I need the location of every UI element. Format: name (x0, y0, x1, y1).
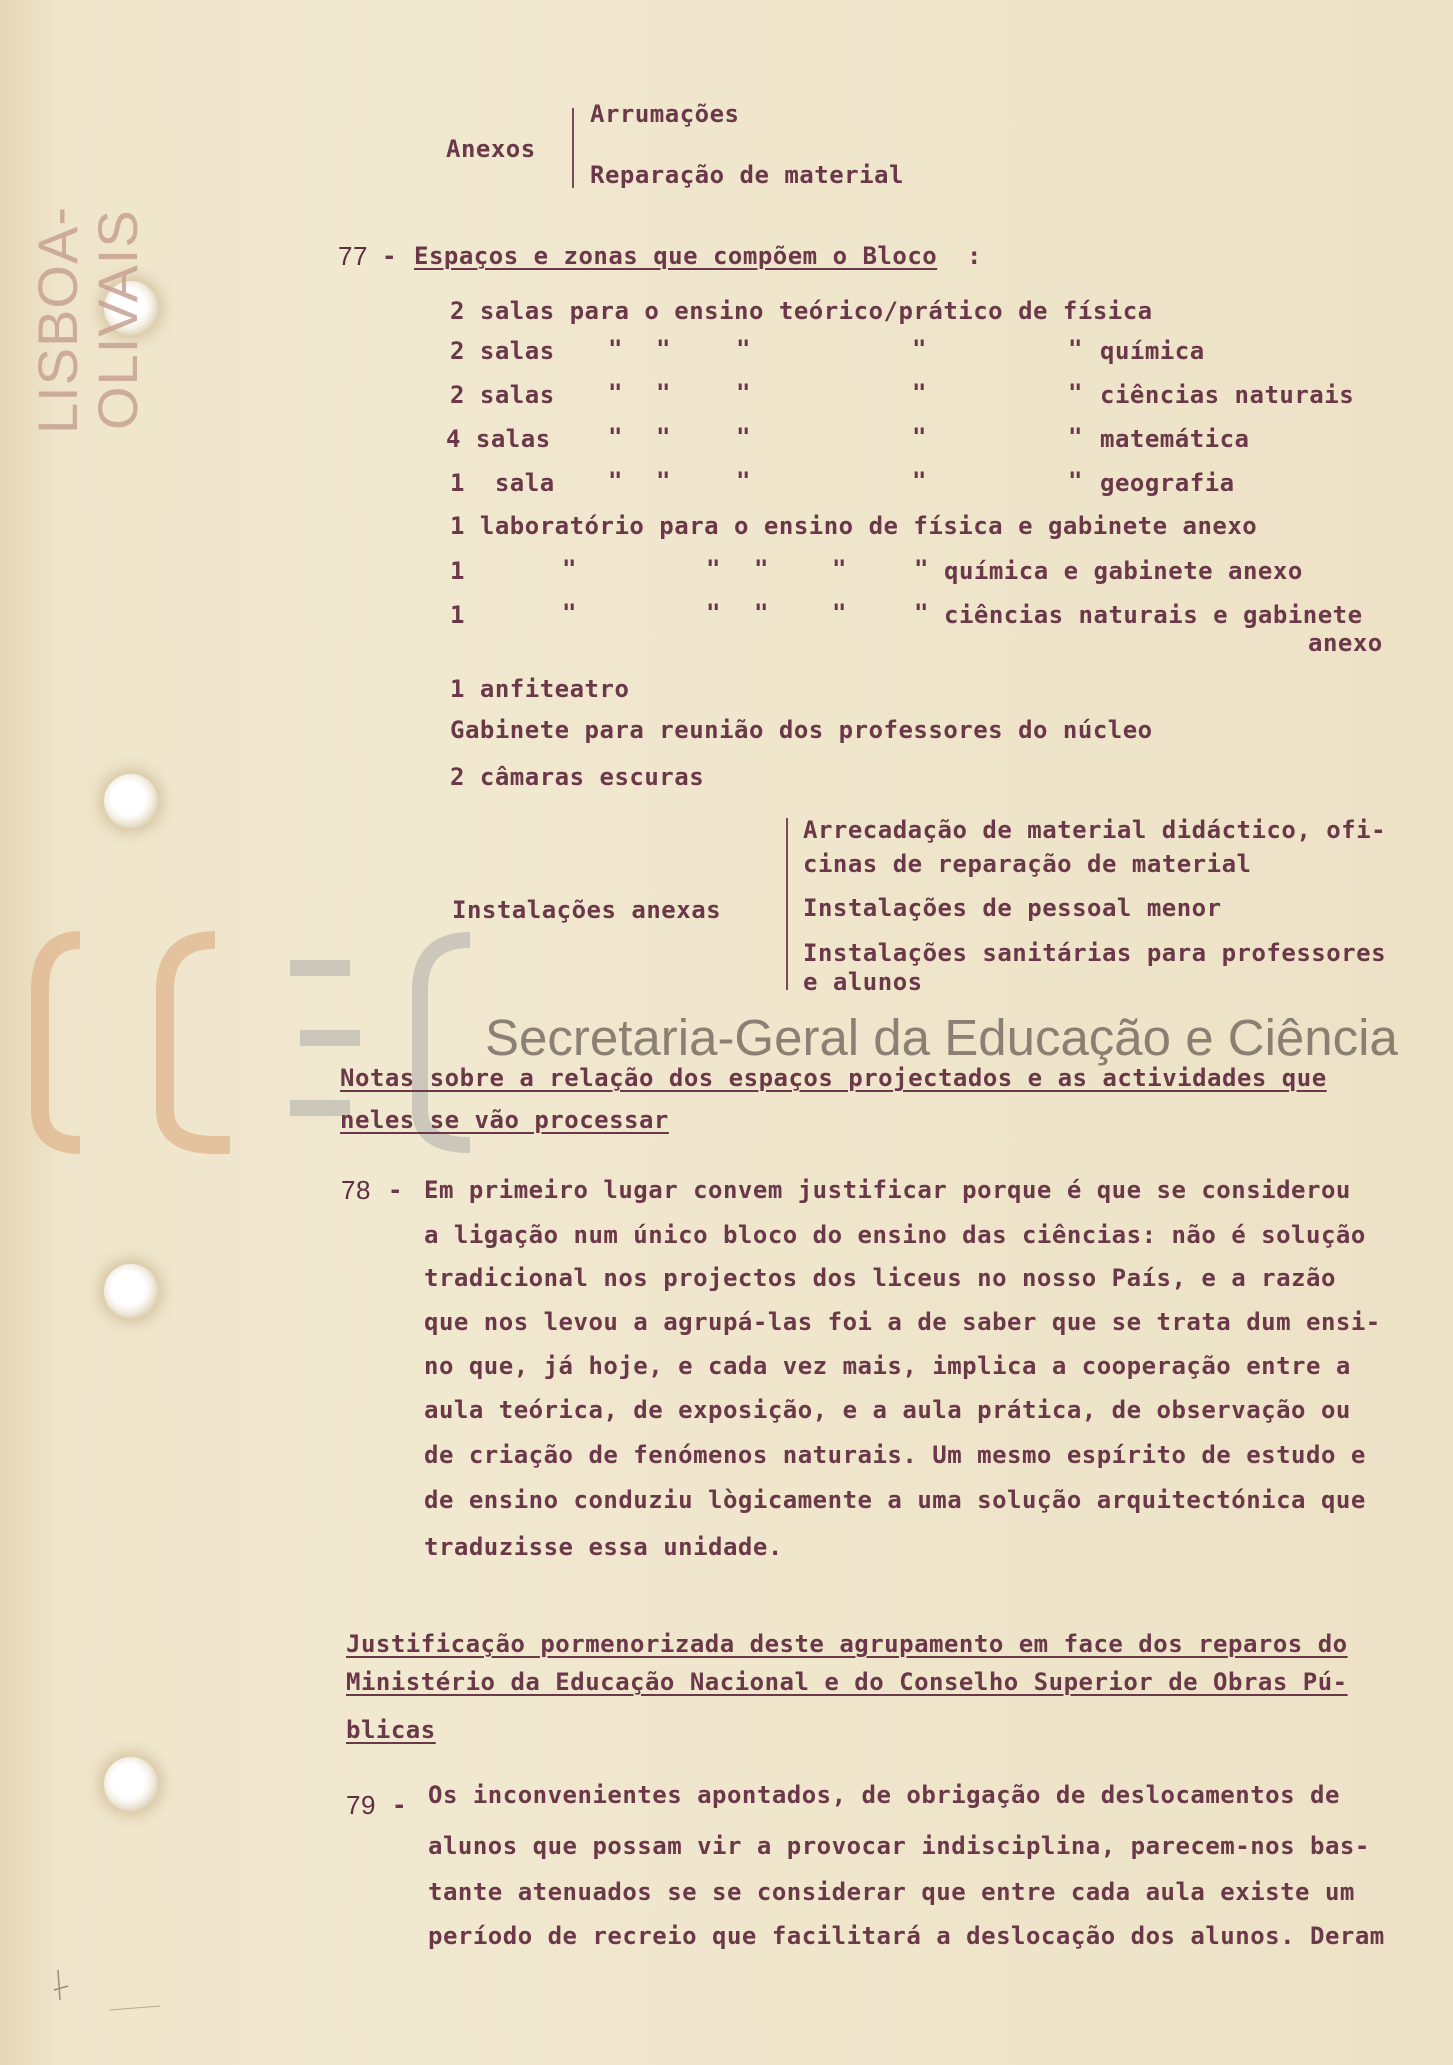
ditto-mark: " (912, 423, 927, 451)
annexes-item: Reparação de material (590, 161, 904, 189)
section-heading: Espaços e zonas que compõem o Bloco (414, 242, 938, 270)
ditto-mark: " (562, 555, 577, 583)
space-line: 1 anfiteatro (450, 675, 630, 703)
subject-name: matemática (1100, 425, 1250, 453)
ditto-mark: " (656, 335, 671, 363)
space-line: 1 laboratório para o ensino de física e gabinete anexo (450, 512, 1258, 540)
ditto-mark: " (1068, 335, 1083, 363)
space-line: 2 salas (450, 381, 555, 409)
subject-name: ciências naturais (1100, 381, 1355, 409)
dash: - (388, 1176, 403, 1204)
dash: - (392, 1791, 407, 1819)
ditto-mark: " (912, 467, 927, 495)
watermark-text: Secretaria-Geral da Educação e Ciência (485, 1009, 1398, 1066)
paragraph-line: traduzisse essa unidade. (424, 1533, 783, 1561)
paragraph-line: Os inconvenientes apontados, de obrigação de deslocamentos de (428, 1781, 1340, 1809)
ditto-mark: " (656, 467, 671, 495)
ditto-mark: " (562, 599, 577, 627)
notes-heading: Notas sobre a relação dos espaços projectados e as actividades que (340, 1064, 1327, 1092)
paragraph-line: período de recreio que facilitará a deslocação dos alunos. Deram (428, 1922, 1385, 1950)
punch-hole (104, 1757, 158, 1811)
space-line: 2 salas (450, 337, 555, 365)
ditto-mark: " (1068, 379, 1083, 407)
pencil-mark (50, 1960, 170, 2020)
paragraph-line: no que, já hoje, e cada vez mais, implica a cooperação entre a (424, 1352, 1351, 1380)
colon: : (967, 242, 982, 270)
justification-heading: Justificação pormenorizada deste agrupamento em face dos reparos do (346, 1630, 1348, 1658)
installation-item: Instalações de pessoal menor (803, 894, 1222, 922)
installation-item: Instalações sanitárias para professores (803, 939, 1387, 967)
ditto-mark: " (736, 467, 751, 495)
lisboa-olivais-stamp: LISBOA-OLIVAIS (26, 206, 149, 434)
ditto-mark: " (754, 599, 769, 627)
ditto-mark: " (1068, 467, 1083, 495)
paragraph-line: alunos que possam vir a provocar indisciplina, parecem-nos bas- (428, 1832, 1370, 1860)
dash: - (382, 242, 397, 270)
ditto-mark: " (608, 379, 623, 407)
paragraph-line: aula teórica, de exposição, e a aula prática, de observação ou (424, 1396, 1351, 1424)
ditto-mark: " (914, 599, 929, 627)
installation-item: cinas de reparação de material (803, 850, 1252, 878)
subject-name: geografia (1100, 469, 1235, 497)
ditto-mark: " (608, 423, 623, 451)
space-line: 2 salas para o ensino teórico/prático de física (450, 297, 1153, 325)
justification-heading: blicas (346, 1716, 436, 1744)
space-line: Gabinete para reunião dos professores do núcleo (450, 716, 1153, 744)
lab-subject: ciências naturais e gabinete (944, 601, 1363, 629)
ditto-mark: " (706, 599, 721, 627)
paragraph-line: a ligação num único bloco do ensino das ciências: não é solução (424, 1221, 1366, 1249)
ditto-mark: " (656, 423, 671, 451)
space-line: 4 salas (446, 425, 551, 453)
space-line: 1 (450, 601, 465, 629)
space-line: 1 sala (450, 469, 555, 497)
ditto-mark: " (608, 467, 623, 495)
section-number: 77 (338, 241, 368, 271)
ditto-mark: " (754, 555, 769, 583)
annexes-brace (572, 108, 574, 188)
installations-brace (786, 818, 788, 990)
space-line: 1 (450, 557, 465, 585)
section-number: 78 (341, 1175, 371, 1205)
paragraph-line: que nos levou a agrupá-las foi a de saber que se trata dum ensi- (424, 1308, 1381, 1336)
ditto-mark: " (736, 423, 751, 451)
space-line: 2 câmaras escuras (450, 763, 705, 791)
ditto-mark: " (736, 335, 751, 363)
section-number: 79 (346, 1790, 376, 1820)
annexes-item: Arrumações (590, 100, 740, 128)
ditto-mark: " (912, 335, 927, 363)
justification-heading: Ministério da Educação Nacional e do Conselho Superior de Obras Pú- (346, 1668, 1348, 1696)
subject-name: química (1100, 337, 1205, 365)
ditto-mark: " (1068, 423, 1083, 451)
ditto-mark: " (736, 379, 751, 407)
notes-heading: neles se vão processar (340, 1106, 669, 1134)
installation-item: Arrecadação de material didáctico, ofi- (803, 816, 1387, 844)
lab-subject: anexo (1308, 629, 1383, 657)
annexes-label: Anexos (446, 135, 536, 163)
ditto-mark: " (608, 335, 623, 363)
ditto-mark: " (914, 555, 929, 583)
paragraph-line: Em primeiro lugar convem justificar porque é que se considerou (424, 1176, 1351, 1204)
ditto-mark: " (912, 379, 927, 407)
ditto-mark: " (832, 555, 847, 583)
ditto-mark: " (832, 599, 847, 627)
punch-hole (104, 1264, 158, 1318)
paragraph-line: tradicional nos projectos dos liceus no nosso País, e a razão (424, 1264, 1336, 1292)
paragraph-line: de criação de fenómenos naturais. Um mesmo espírito de estudo e (424, 1441, 1366, 1469)
installations-label: Instalações anexas (452, 896, 722, 924)
paragraph-line: tante atenuados se se considerar que entre cada aula existe um (428, 1878, 1355, 1906)
installation-item: e alunos (803, 968, 923, 996)
punch-hole (104, 774, 158, 828)
ditto-mark: " (706, 555, 721, 583)
lab-subject: química e gabinete anexo (944, 557, 1303, 585)
paragraph-line: de ensino conduziu lògicamente a uma solução arquitectónica que (424, 1486, 1366, 1514)
ditto-mark: " (656, 379, 671, 407)
